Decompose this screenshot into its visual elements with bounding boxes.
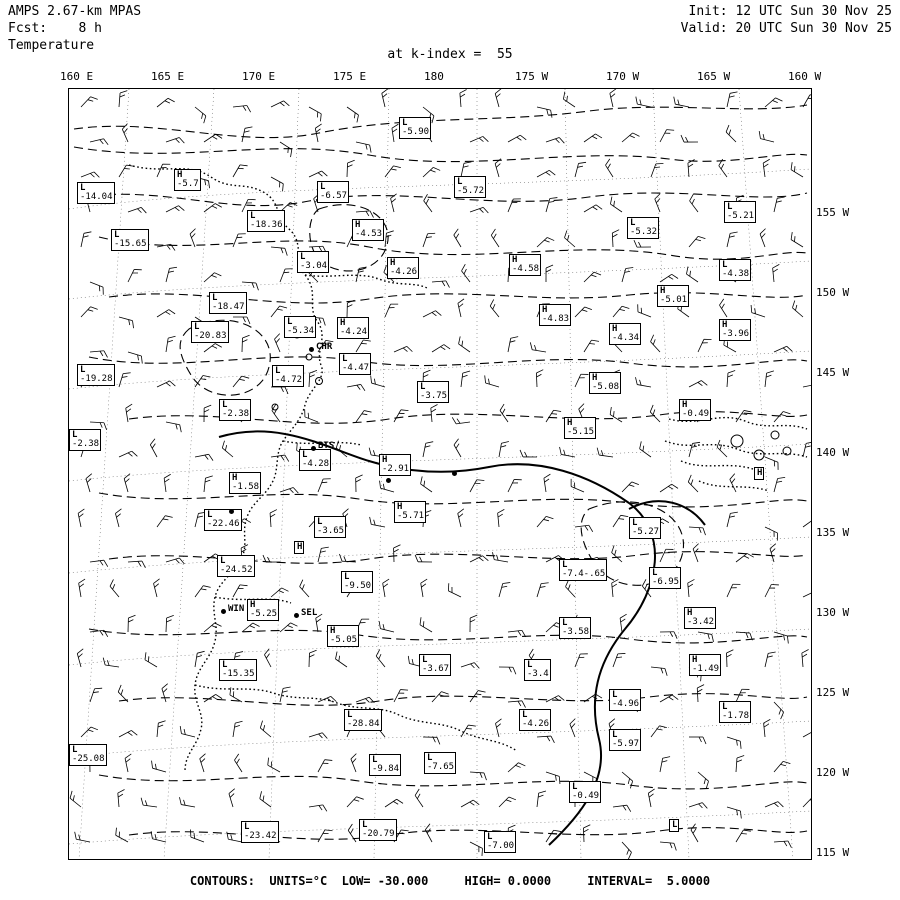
temperature-value: -22.46	[207, 519, 240, 529]
temperature-value: -4.53	[355, 229, 383, 239]
station-label-box	[352, 219, 384, 241]
temperature-value: -5.97	[612, 739, 640, 749]
pressure-center-type: H	[232, 473, 238, 483]
temperature-value: -28.84	[347, 719, 380, 729]
y-tick-label: 140 W	[816, 446, 850, 459]
field-name: Temperature	[8, 38, 95, 53]
pressure-center-type: L	[300, 252, 306, 262]
temperature-value: -5.21	[727, 211, 755, 221]
city-marker-dot	[452, 471, 457, 476]
station-label-box	[317, 181, 349, 203]
temperature-value: -18.36	[250, 220, 283, 230]
station-label-box	[387, 257, 419, 279]
temperature-value: -5.15	[567, 427, 595, 437]
station-label-box	[247, 599, 279, 621]
pressure-center-type: L	[632, 518, 638, 528]
station-label-box	[539, 304, 571, 326]
station-label-box	[204, 509, 242, 531]
pressure-center-type: H	[612, 324, 618, 334]
temperature-value: -2.91	[382, 464, 410, 474]
temperature-value: -3.75	[420, 391, 448, 401]
pressure-center-type: H	[660, 286, 666, 296]
pressure-center-type: L	[72, 745, 78, 755]
station-label-box	[272, 365, 304, 387]
station-label-box	[519, 709, 551, 731]
pressure-center-type: L	[457, 177, 463, 187]
temperature-value: -4.47	[342, 363, 370, 373]
pressure-center-type: L	[652, 568, 658, 578]
temperature-value: -5.72	[457, 186, 485, 196]
pressure-center-type: L	[722, 702, 728, 712]
station-label-box	[219, 659, 257, 681]
pressure-center-type: H	[682, 400, 688, 410]
temperature-value: -5.27	[632, 527, 660, 537]
city-marker-dot	[309, 347, 314, 352]
temperature-value: -2.38	[222, 409, 250, 419]
station-label-box	[609, 689, 641, 711]
temperature-value: -5.05	[330, 635, 358, 645]
pressure-center-type: L	[527, 660, 533, 670]
station-label-box	[484, 831, 516, 853]
station-label-box	[327, 625, 359, 647]
pressure-center-type: H	[250, 600, 256, 610]
pressure-center-type: L	[562, 618, 568, 628]
station-label-box	[719, 259, 751, 281]
station-label-box	[454, 176, 486, 198]
pressure-center-type: L	[427, 753, 433, 763]
temperature-value: -18.47	[212, 302, 245, 312]
temperature-value: -7.4-.65	[562, 569, 606, 579]
temperature-value: -23.42	[244, 831, 277, 841]
station-label-box	[417, 381, 449, 403]
temperature-value: -4.26	[522, 719, 550, 729]
pressure-center-type: L	[244, 822, 250, 832]
station-label-box	[69, 744, 107, 766]
init-time: Init: 12 UTC Sun 30 Nov 25	[688, 4, 892, 19]
pressure-center-type: L	[487, 832, 493, 842]
pressure-center-type: L	[342, 354, 348, 364]
pressure-center-type: L	[344, 572, 350, 582]
model-title: AMPS 2.67-km MPAS	[8, 4, 142, 19]
city-name-label: SEL	[301, 608, 318, 618]
station-label-box	[559, 559, 607, 581]
station-label-box	[339, 353, 371, 375]
temperature-value: -6.95	[652, 577, 680, 587]
pressure-center-type: H	[687, 608, 693, 618]
temperature-value: -4.58	[512, 264, 540, 274]
station-label-box	[209, 292, 247, 314]
temperature-value: -7.00	[487, 841, 515, 851]
x-tick-label: 180	[424, 70, 444, 83]
pressure-center-type: H	[390, 258, 396, 268]
temperature-value: -20.79	[362, 829, 395, 839]
temperature-value: -19.28	[80, 374, 113, 384]
station-label-box	[649, 567, 681, 589]
station-label-box	[399, 117, 431, 139]
pressure-center-type: H	[512, 255, 518, 265]
city-marker-dot	[294, 613, 299, 618]
pressure-center-type: H	[355, 220, 361, 230]
station-label-box	[569, 781, 601, 803]
x-tick-label: 175 W	[515, 70, 549, 83]
pressure-center-type: H	[330, 626, 336, 636]
valid-time: Valid: 20 UTC Sun 30 Nov 25	[680, 21, 892, 36]
temperature-value: -2.38	[72, 439, 100, 449]
station-label-box	[219, 399, 251, 421]
pressure-center-type: L	[302, 450, 308, 460]
pressure-center-type: L	[317, 517, 323, 527]
temperature-value: -5.32	[630, 227, 658, 237]
station-label-box	[241, 821, 279, 843]
pressure-center-type: L	[320, 182, 326, 192]
station-label-box	[424, 752, 456, 774]
temperature-value: -15.35	[222, 669, 255, 679]
pressure-center-type: L	[522, 710, 528, 720]
temperature-value: -4.24	[340, 327, 368, 337]
y-tick-label: 145 W	[816, 366, 850, 379]
pressure-center-type: L	[114, 230, 120, 240]
station-label-box	[719, 701, 751, 723]
pressure-center-type: L	[672, 820, 678, 830]
y-tick-label: 125 W	[816, 686, 850, 699]
temperature-value: -4.38	[722, 269, 750, 279]
temperature-value: -0.49	[572, 791, 600, 801]
city-marker-dot	[311, 446, 316, 451]
station-label-box	[111, 229, 149, 251]
temperature-value: -9.84	[372, 764, 400, 774]
pressure-center-type: L	[72, 430, 78, 440]
pressure-center-type: L	[222, 400, 228, 410]
station-label-box	[341, 571, 373, 593]
pressure-center-type: L	[612, 730, 618, 740]
x-tick-label: 160 W	[788, 70, 822, 83]
pressure-center-type: L	[250, 211, 256, 221]
station-label-box	[679, 399, 711, 421]
temperature-value: -7.65	[427, 762, 455, 772]
temperature-value: -4.28	[302, 459, 330, 469]
station-label-box	[589, 372, 621, 394]
temperature-value: -3.67	[422, 664, 450, 674]
city-name-label: BTS	[318, 441, 335, 451]
station-label-box	[77, 182, 115, 204]
temperature-value: -4.34	[612, 333, 640, 343]
temperature-value: -5.08	[592, 382, 620, 392]
station-label-box	[359, 819, 397, 841]
station-label-box	[684, 607, 716, 629]
temperature-value: -6.57	[320, 191, 348, 201]
station-label-box	[191, 321, 229, 343]
station-label-box	[337, 317, 369, 339]
station-label-box	[229, 472, 261, 494]
pressure-center-type: L	[80, 183, 86, 193]
y-tick-label: 155 W	[816, 206, 850, 219]
temperature-value: -3.65	[317, 526, 345, 536]
station-label-box	[379, 454, 411, 476]
station-label-box	[627, 217, 659, 239]
station-label-box	[369, 754, 401, 776]
station-label-box	[284, 316, 316, 338]
station-label-box	[657, 285, 689, 307]
station-label-box	[754, 467, 764, 480]
pressure-center-type: L	[630, 218, 636, 228]
map-plot-area	[68, 88, 812, 860]
temperature-value: -0.49	[682, 409, 710, 419]
city-marker-dot	[229, 509, 234, 514]
forecast-hour: Fcst: 8 h	[8, 21, 102, 36]
station-label-box	[174, 169, 201, 191]
station-label-box	[69, 429, 101, 451]
pressure-center-type: L	[212, 293, 218, 303]
station-label-box	[217, 555, 255, 577]
station-label-box	[299, 449, 331, 471]
y-tick-label: 150 W	[816, 286, 850, 299]
y-tick-label: 120 W	[816, 766, 850, 779]
station-label-box	[247, 210, 285, 232]
pressure-center-type: L	[372, 755, 378, 765]
pressure-center-type: H	[397, 502, 403, 512]
station-label-box	[559, 617, 591, 639]
temperature-value: -4.96	[612, 699, 640, 709]
station-label-box	[719, 319, 751, 341]
station-label-box	[609, 729, 641, 751]
station-label-box	[77, 364, 115, 386]
pressure-center-type: H	[757, 468, 763, 478]
pressure-center-type: L	[80, 365, 86, 375]
pressure-center-type: L	[220, 556, 226, 566]
k-index-label: at k-index = 55	[387, 47, 513, 62]
temperature-value: -5.90	[402, 127, 430, 137]
temperature-value: -25.08	[72, 754, 105, 764]
pressure-center-type: L	[422, 655, 428, 665]
station-label-box	[297, 251, 329, 273]
pressure-center-type: L	[572, 782, 578, 792]
pressure-center-type: L	[727, 202, 733, 212]
x-tick-label: 165 W	[697, 70, 731, 83]
station-label-box	[689, 654, 721, 676]
pressure-center-type: H	[177, 170, 183, 180]
temperature-value: -20.83	[194, 331, 227, 341]
pressure-center-type: L	[194, 322, 200, 332]
temperature-value: -3.4	[527, 669, 549, 679]
temperature-value: -1.49	[692, 664, 720, 674]
pressure-center-type: L	[612, 690, 618, 700]
station-label-box	[629, 517, 661, 539]
station-label-box	[609, 323, 641, 345]
pressure-center-type: H	[340, 318, 346, 328]
temperature-value: -24.52	[220, 565, 253, 575]
temperature-value: -5.25	[250, 609, 278, 619]
pressure-center-type: H	[297, 542, 303, 552]
temperature-value: -4.83	[542, 314, 570, 324]
pressure-center-type: L	[562, 560, 568, 570]
station-label-box	[419, 654, 451, 676]
pressure-center-type: L	[347, 710, 353, 720]
city-name-label: WIN	[228, 604, 245, 614]
y-tick-label: 135 W	[816, 526, 850, 539]
station-label-box	[509, 254, 541, 276]
station-label-box	[294, 541, 304, 554]
y-tick-label: 115 W	[816, 846, 850, 859]
pressure-center-type: H	[567, 418, 573, 428]
temperature-value: -3.42	[687, 617, 715, 627]
temperature-value: -14.04	[80, 192, 113, 202]
station-label-box	[314, 516, 346, 538]
pressure-center-type: H	[592, 373, 598, 383]
temperature-value: -3.58	[562, 627, 590, 637]
station-label-box	[344, 709, 382, 731]
pressure-center-type: H	[382, 455, 388, 465]
pressure-center-type: H	[692, 655, 698, 665]
x-tick-label: 175 E	[333, 70, 367, 83]
station-label-box	[669, 819, 679, 832]
station-label-box	[394, 501, 426, 523]
pressure-center-type: L	[402, 118, 408, 128]
x-tick-label: 165 E	[151, 70, 185, 83]
y-tick-label: 130 W	[816, 606, 850, 619]
temperature-value: -3.04	[300, 261, 328, 271]
temperature-value: -5.01	[660, 295, 688, 305]
contour-legend: CONTOURS: UNITS=°C LOW= -30.000 HIGH= 0.0000 INTERVAL= 5.0000	[189, 874, 711, 888]
x-tick-label: 170 E	[242, 70, 276, 83]
temperature-value: -5.34	[287, 326, 315, 336]
station-label-box	[524, 659, 551, 681]
temperature-value: -3.96	[722, 329, 750, 339]
pressure-center-type: L	[362, 820, 368, 830]
pressure-center-type: L	[420, 382, 426, 392]
temperature-value: -1.78	[722, 711, 750, 721]
pressure-center-type: L	[222, 660, 228, 670]
temperature-value: -5.71	[397, 511, 425, 521]
pressure-center-type: L	[275, 366, 281, 376]
temperature-value: -15.65	[114, 239, 147, 249]
pressure-center-type: L	[287, 317, 293, 327]
city-marker-dot	[221, 609, 226, 614]
pressure-center-type: L	[722, 260, 728, 270]
map-graphics	[69, 89, 811, 859]
temperature-value: -5.7	[177, 179, 199, 189]
station-label-box	[724, 201, 756, 223]
city-marker-dot	[386, 478, 391, 483]
pressure-center-type: L	[207, 510, 213, 520]
temperature-value: -4.72	[275, 375, 303, 385]
city-name-label: CHR	[316, 342, 333, 352]
x-tick-label: 170 W	[606, 70, 640, 83]
x-tick-label: 160 E	[60, 70, 94, 83]
temperature-value: -1.58	[232, 482, 260, 492]
station-label-box	[564, 417, 596, 439]
temperature-value: -9.50	[344, 581, 372, 591]
pressure-center-type: H	[722, 320, 728, 330]
pressure-center-type: H	[542, 305, 548, 315]
temperature-value: -4.26	[390, 267, 418, 277]
